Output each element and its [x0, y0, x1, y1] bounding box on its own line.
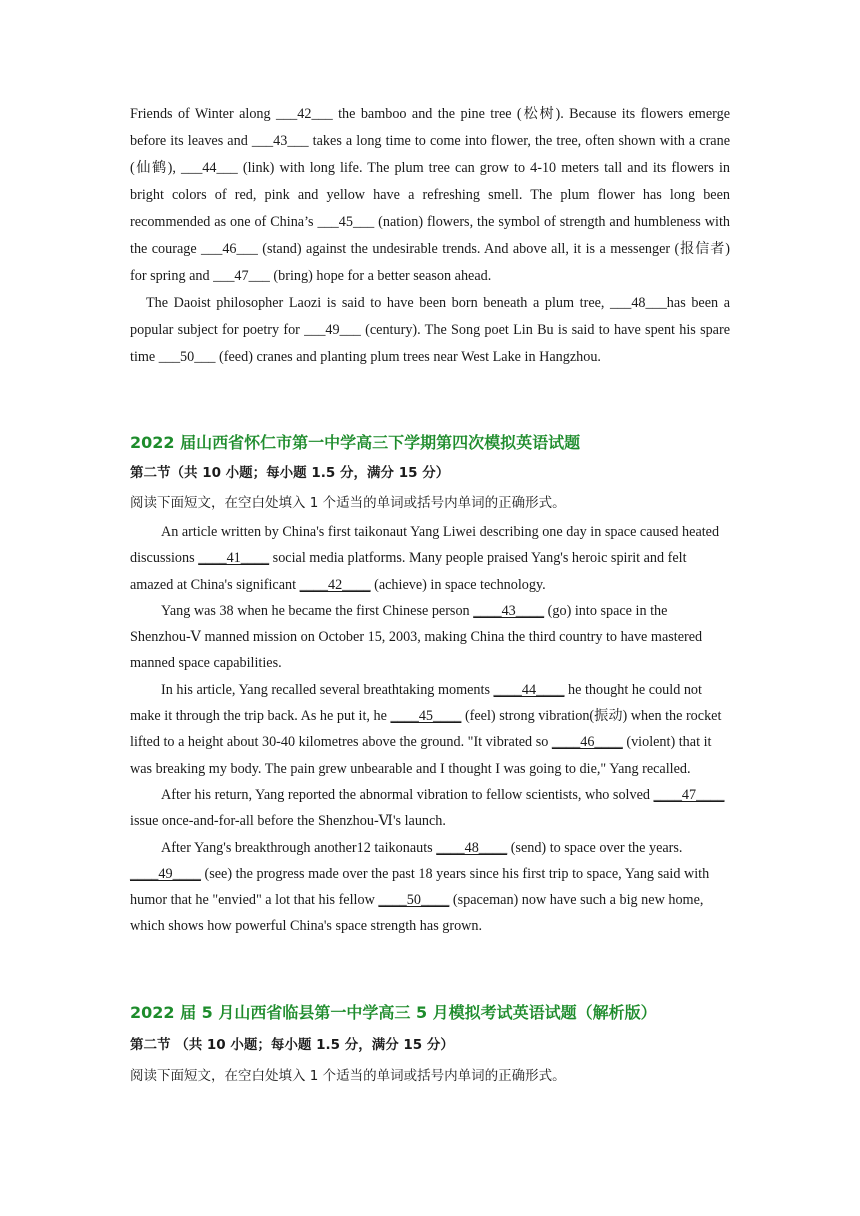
passage-paragraph: An article written by China's first taikonaut Yang Liwei describing one day in space caused heated discussions ____41____ social media platforms. Many people praised Yang's heroic spirit and felt amazed at China's significant ____42____ (achieve) in space technology. — [130, 524, 720, 593]
answer-blank: ____42____ — [299, 576, 371, 593]
answer-blank: ____41____ — [198, 550, 270, 567]
section-title: 2022 届 5 月山西省临县第一中学高三 5 月模拟考试英语试题（解析版） — [130, 1003, 657, 1022]
answer-blank: ____46____ — [551, 734, 623, 751]
answer-blank: ____47____ — [653, 786, 725, 803]
section-instruction: 阅读下面短文，在空白处填入 1 个适当的单词或括号内单词的正确形式。 — [130, 1068, 566, 1084]
passage-paragraph: In his article, Yang recalled several breathtaking moments ____44____ he thought he could not make it through the trip back. As he put it, he ____45____ (feel) strong vibration(振动) when the rocket lifted to a height about 30-40 kilometres above the ground. "It vibrated so ____46____ (violent) that it was breaking my body. The pain grew unbearable and I thought I was going to die," Yang recalled. — [130, 681, 722, 777]
section-subtitle: 第二节（共 10 小题；每小题 1.5 分，满分 15 分） — [130, 465, 450, 481]
answer-blank: ____50____ — [378, 892, 450, 909]
passage-paragraph: The Daoist philosopher Laozi is said to have been born beneath a plum tree, ___48___has been a popular subject for poetry for ___49___ (century). The Song poet Lin Bu is said to have spent his spare time ___50___ (feed) cranes and planting plum trees near West Lake in Hangzhou. — [130, 295, 730, 365]
section-subtitle: 第二节 （共 10 小题；每小题 1.5 分，满分 15 分） — [130, 1037, 454, 1053]
passage-paragraph: Yang was 38 when he became the first Chinese person ____43____ (go) into space in the Shenzhou-Ⅴ manned mission on October 15, 2003, making China the third country to have mastered manned space capabilities. — [130, 602, 703, 672]
passage-paragraph: Friends of Winter along ___42___ the bamboo and the pine tree (松树). Because its flowers emerge before its leaves and ___43___ takes a long time to come into flower, the tree, often shown with a crane (仙鹤), ___44___ (link) with long life. The plum tree can grow to 4-10 meters tall and its flowers in bright colors of red, pink and yellow have a refreshing smell. The plum flower has long been recommended as one of China’s ___45___ (nation) flowers, the symbol of strength and humbleness with the courage ___46___ (stand) against the undesirable trends. And above all, it is a messenger (报信者) for spring and ___47___ (bring) hope for a better season ahead. — [130, 106, 730, 284]
answer-blank: ____44____ — [493, 681, 565, 698]
section-title: 2022 届山西省怀仁市第一中学高三下学期第四次模拟英语试题 — [130, 433, 581, 452]
answer-blank: ____45____ — [390, 708, 462, 725]
passage-paragraph: After Yang's breakthrough another12 taikonauts ____48____ (send) to space over the years. ____49____ (see) the progress made over the past 18 years since his first trip to space, Yang said with humor that he "envied" a lot that his fellow ____50____ (spaceman) now have such a big new home, which shows how powerful China's space strength has grown. — [130, 839, 710, 935]
answer-blank: ____49____ — [130, 865, 201, 882]
passage-continuation — [130, 101, 730, 371]
passage-body — [130, 519, 730, 940]
answer-blank: ____43____ — [473, 602, 545, 619]
passage-paragraph: After his return, Yang reported the abnormal vibration to fellow scientists, who solved ____47____ issue once-and-for-all before the Shenzhou-Ⅵ's launch. — [130, 786, 725, 830]
section-instruction: 阅读下面短文，在空白处填入 1 个适当的单词或括号内单词的正确形式。 — [130, 495, 566, 511]
answer-blank: ____48____ — [436, 839, 508, 856]
